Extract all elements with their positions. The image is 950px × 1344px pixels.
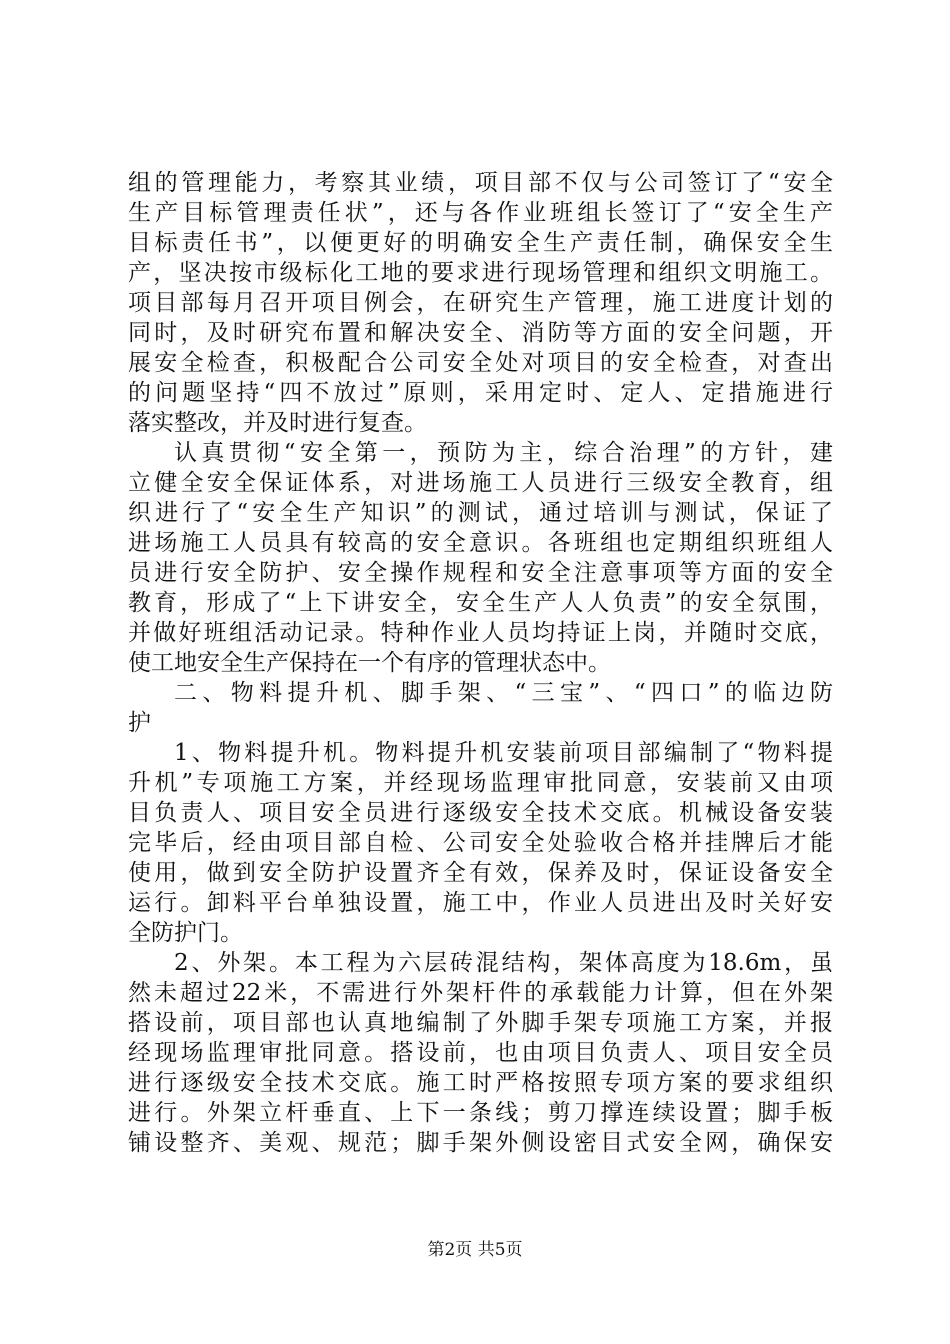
- text-line: 产，坚决按市级标化工地的要求进行现场管理和组织文明施工。: [128, 260, 833, 286]
- text-line: 2、外架。本工程为六层砖混结构，架体高度为18.6m，虽: [174, 950, 833, 976]
- text-line: 同时，及时研究布置和解决安全、消防等方面的安全问题，开: [128, 320, 833, 346]
- text-line: 项目部每月召开项目例会，在研究生产管理，施工进度计划的: [128, 290, 833, 316]
- text-line: 1、物料提升机。物料提升机安装前项目部编制了“物料提: [174, 740, 833, 766]
- paragraph-2: [128, 438, 833, 678]
- paragraph-material-hoist: [128, 738, 833, 948]
- text-line: 全防护门。: [128, 920, 243, 946]
- paragraph-scaffold: [128, 948, 833, 1158]
- text-line: 的问题坚持“四不放过”原则，采用定时、定人、定措施进行: [128, 380, 833, 406]
- section-heading-line: 护: [128, 710, 151, 736]
- text-line: 生产目标管理责任状”，还与各作业班组长签订了“安全生产: [128, 200, 833, 226]
- text-line: 立健全安全保证体系，对进场施工人员进行三级安全教育，组: [128, 470, 833, 496]
- text-line: 组的管理能力，考察其业绩，项目部不仅与公司签订了“安全: [128, 170, 833, 196]
- document-body: [128, 168, 833, 1158]
- text-line: 员进行安全防护、安全操作规程和安全注意事项等方面的安全: [128, 560, 833, 586]
- page-number: 第2页 共5页: [427, 1240, 523, 1260]
- text-line: 并做好班组活动记录。特种作业人员均持证上岗，并随时交底，: [128, 620, 833, 646]
- text-line: 经现场监理审批同意。搭设前，也由项目负责人、项目安全员: [128, 1040, 833, 1066]
- text-line: 铺设整齐、美观、规范；脚手架外侧设密目式安全网，确保安: [128, 1130, 833, 1156]
- paragraph-1: [128, 168, 833, 438]
- section-heading-2: [128, 678, 833, 738]
- text-line: 目标责任书”，以便更好的明确安全生产责任制，确保安全生: [128, 230, 833, 256]
- text-line: 目负责人、项目安全员进行逐级安全技术交底。机械设备安装: [128, 800, 833, 826]
- text-line: 落实整改，并及时进行复查。: [128, 410, 427, 436]
- text-line: 使用，做到安全防护设置齐全有效，保养及时，保证设备安全: [128, 860, 833, 886]
- text-line: 进场施工人员具有较高的安全意识。各班组也定期组织班组人: [128, 530, 833, 556]
- text-line: 运行。卸料平台单独设置，施工中，作业人员进出及时关好安: [128, 890, 833, 916]
- text-line: 进行。外架立杆垂直、上下一条线；剪刀撑连续设置；脚手板: [128, 1100, 833, 1126]
- section-heading-line: 二、物料提升机、脚手架、“三宝”、“四口”的临边防: [174, 680, 833, 706]
- text-line: 搭设前，项目部也认真地编制了外脚手架专项施工方案，并报: [128, 1010, 833, 1036]
- text-line: 进行逐级安全技术交底。施工时严格按照专项方案的要求组织: [128, 1070, 833, 1096]
- text-line: 教育，形成了“上下讲安全，安全生产人人负责”的安全氛围，: [128, 590, 833, 616]
- text-line: 然未超过22米，不需进行外架杆件的承载能力计算，但在外架: [128, 980, 833, 1006]
- text-line: 使工地安全生产保持在一个有序的管理状态中。: [128, 650, 611, 676]
- text-line: 织进行了“安全生产知识”的测试，通过培训与测试，保证了: [128, 500, 833, 526]
- text-line: 升机”专项施工方案，并经现场监理审批同意，安装前又由项: [128, 770, 833, 796]
- text-line: 展安全检查，积极配合公司安全处对项目的安全检查，对查出: [128, 350, 833, 376]
- text-line: 认真贯彻“安全第一，预防为主，综合治理”的方针，建: [174, 440, 833, 466]
- text-line: 完毕后，经由项目部自检、公司安全处验收合格并挂牌后才能: [128, 830, 833, 856]
- page-footer: [0, 1239, 950, 1261]
